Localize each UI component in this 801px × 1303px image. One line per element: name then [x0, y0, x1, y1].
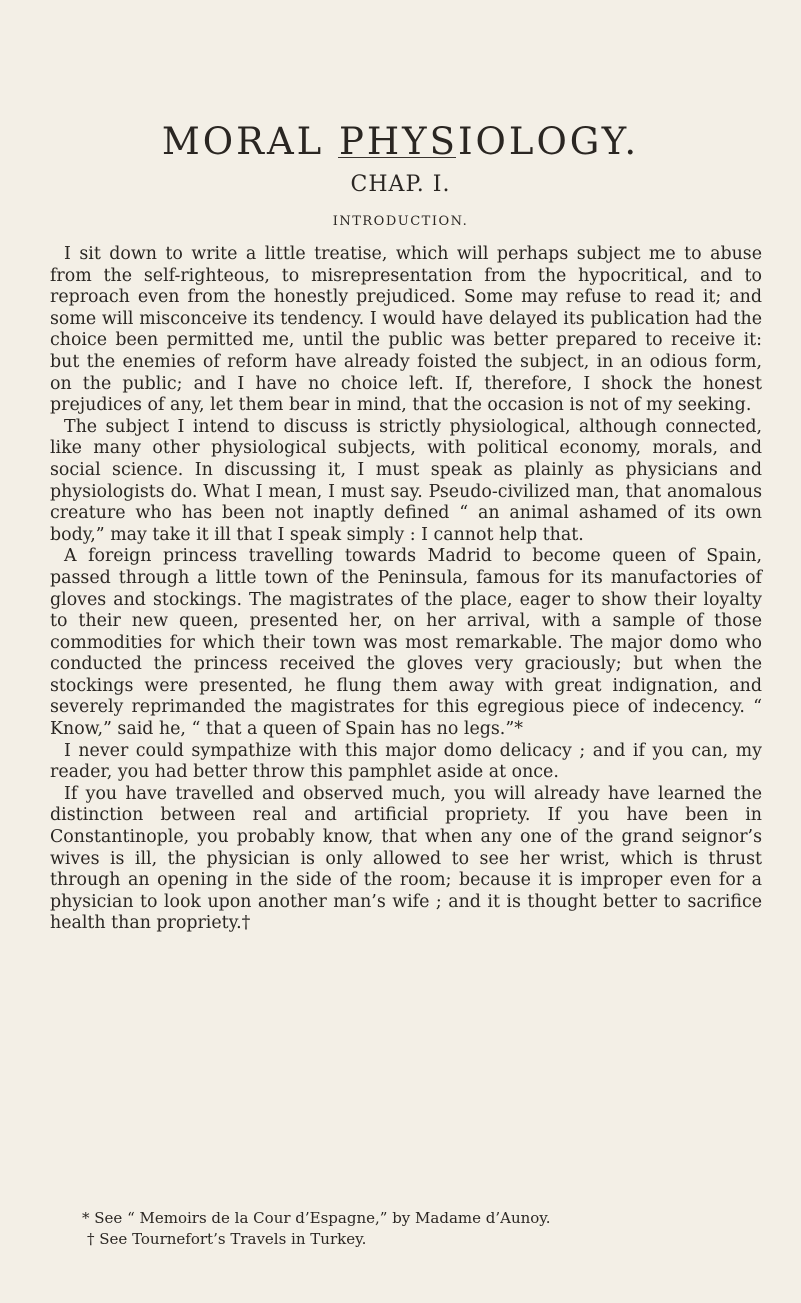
title-divider — [338, 157, 456, 158]
footnotes — [82, 1208, 762, 1250]
paragraph: The subject I intend to discuss is strictly physiological, although connected, like many other physiological subjects, with political economy, morals, and social science. In discussing it, I must speak as plainly as physicians and physiologists do. What I mean, I must say. Pseudo-civilized man, that anomalous creature who has been not inaptly defined “ an animal ashamed of its own body,” may take it ill that I speak simply : I cannot help that. — [50, 416, 762, 545]
body-text — [50, 244, 762, 935]
section-heading: INTRODUCTION. — [332, 214, 469, 229]
chapter-heading: CHAP. I. — [350, 172, 451, 197]
footnote: † See Tournefort’s Travels in Turkey. — [87, 1230, 367, 1248]
paragraph: I never could sympathize with this major domo delicacy ; and if you can, my reader, you had better throw this pamphlet aside at once. — [50, 740, 762, 783]
paragraph: If you have travelled and observed much, you will already have learned the distinction between real and artificial propriety. If you have been in Constantinople, you probably know, that when any one of the grand seignor’s wives is ill, the physician is only allowed to see her wrist, which is thrust through an opening in the side of the room; because it is improper even for a physician to look upon another man’s wife ; and it is thought better to sacrifice health than propriety.† — [50, 783, 762, 934]
page-title: MORAL PHYSIOLOGY. — [161, 119, 640, 163]
paragraph: I sit down to write a little treatise, which will perhaps subject me to abuse from the self-righteous, to misrepresentation from the hypocritical, and to reproach even from the honestly prejudiced. Some may refuse to read it; and some will misconceive its tendency. I would have delayed its publication had the choice been permitted me, until the public was better prepared to receive it: but the enemies of reform have already foisted the subject, in an odious form, on the public; and I have no choice left. If, therefore, I shock the honest prejudices of any, let them bear in mind, that the occasion is not of my seeking. — [50, 244, 762, 416]
footnote: * See “ Memoirs de la Cour d’Espagne,” by Madame d’Aunoy. — [82, 1209, 551, 1227]
paragraph: A foreign princess travelling towards Madrid to become queen of Spain, passed through a little town of the Peninsula, famous for its manufactories of gloves and stockings. The magistrates of the place, eager to show their loyalty to their new queen, presented her, on her arrival, with a sample of those commodities for which their town was most remarkable. The major domo who conducted the princess received the gloves very graciously; but when the stockings were presented, he flung them away with great indignation, and severely reprimanded the magistrates for this egregious piece of indecency. “ Know,” said he, “ that a queen of Spain has no legs.”* — [50, 546, 762, 740]
